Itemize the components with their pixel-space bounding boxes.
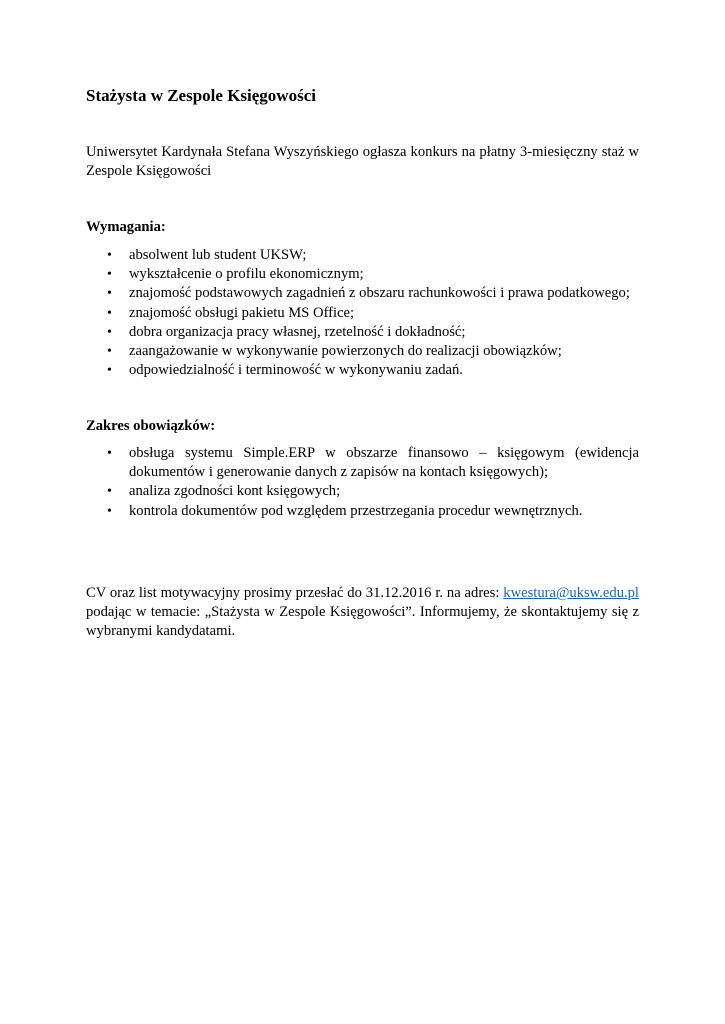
list-item-text: wykształcenie o profilu ekonomicznym; <box>129 266 364 283</box>
closing-text-start: CV oraz list motywacyjny prosimy przesłać do 31.12.2016 r. na adres: <box>86 585 504 601</box>
duties-heading: Zakres obowiązków: <box>86 418 216 434</box>
list-item <box>86 482 639 501</box>
list-item <box>86 502 639 521</box>
bullet-icon: • <box>107 503 112 519</box>
list-item <box>86 323 639 342</box>
requirements-list <box>86 246 639 380</box>
closing-text-end: podając w temacie: „Stażysta w Zespole Księgowości”. Informujemy, że skontaktujemy się z wybranymi kandydatami. <box>86 604 639 639</box>
bullet-icon: • <box>107 446 112 461</box>
bullet-icon: • <box>107 267 112 283</box>
bullet-icon: • <box>107 324 112 340</box>
list-item-text: znajomość obsługi pakietu MS Office; <box>129 304 355 321</box>
bullet-icon: • <box>107 305 112 321</box>
bullet-icon: • <box>107 363 112 379</box>
list-item <box>86 284 639 303</box>
list-item <box>86 246 639 265</box>
list-item <box>86 304 639 323</box>
closing-paragraph <box>86 584 639 641</box>
list-item-text: znajomość podstawowych zagadnień z obszaru rachunkowości i prawa podatkowego; <box>129 285 630 302</box>
list-item <box>86 265 639 284</box>
document-title: Stażysta w Zespole Księgowości <box>86 86 316 105</box>
list-item-text: analiza zgodności kont księgowych; <box>129 483 341 500</box>
list-item-text: absolwent lub student UKSW; <box>129 247 307 263</box>
bullet-icon: • <box>107 286 112 302</box>
list-item <box>86 342 639 361</box>
list-item <box>86 361 639 380</box>
bullet-icon: • <box>107 248 112 263</box>
list-item-text: obsługa systemu Simple.ERP w obszarze finansowo – księgowym (ewidencja dokumentów i generowanie danych z zapisów na kontach księgowych); <box>129 445 639 481</box>
list-item-text: dobra organizacja pracy własnej, rzetelność i dokładność; <box>129 323 466 340</box>
list-item-text: odpowiedzialność i terminowość w wykonywaniu zadań. <box>129 362 463 379</box>
bullet-icon: • <box>107 344 112 360</box>
list-item <box>86 444 639 482</box>
list-item-text: zaangażowanie w wykonywanie powierzonych do realizacji obowiązków; <box>129 343 562 360</box>
email-link[interactable]: kwestura@uksw.edu.pl <box>503 585 639 601</box>
list-item-text: kontrola dokumentów pod względem przestrzegania procedur wewnętrznych. <box>129 502 583 519</box>
bullet-icon: • <box>107 484 112 500</box>
intro-paragraph: Uniwersytet Kardynała Stefana Wyszyńskiego ogłasza konkurs na płatny 3-miesięczny staż w Zespole Księgowości <box>86 144 639 179</box>
requirements-heading: Wymagania: <box>86 219 166 235</box>
duties-list <box>86 444 639 521</box>
